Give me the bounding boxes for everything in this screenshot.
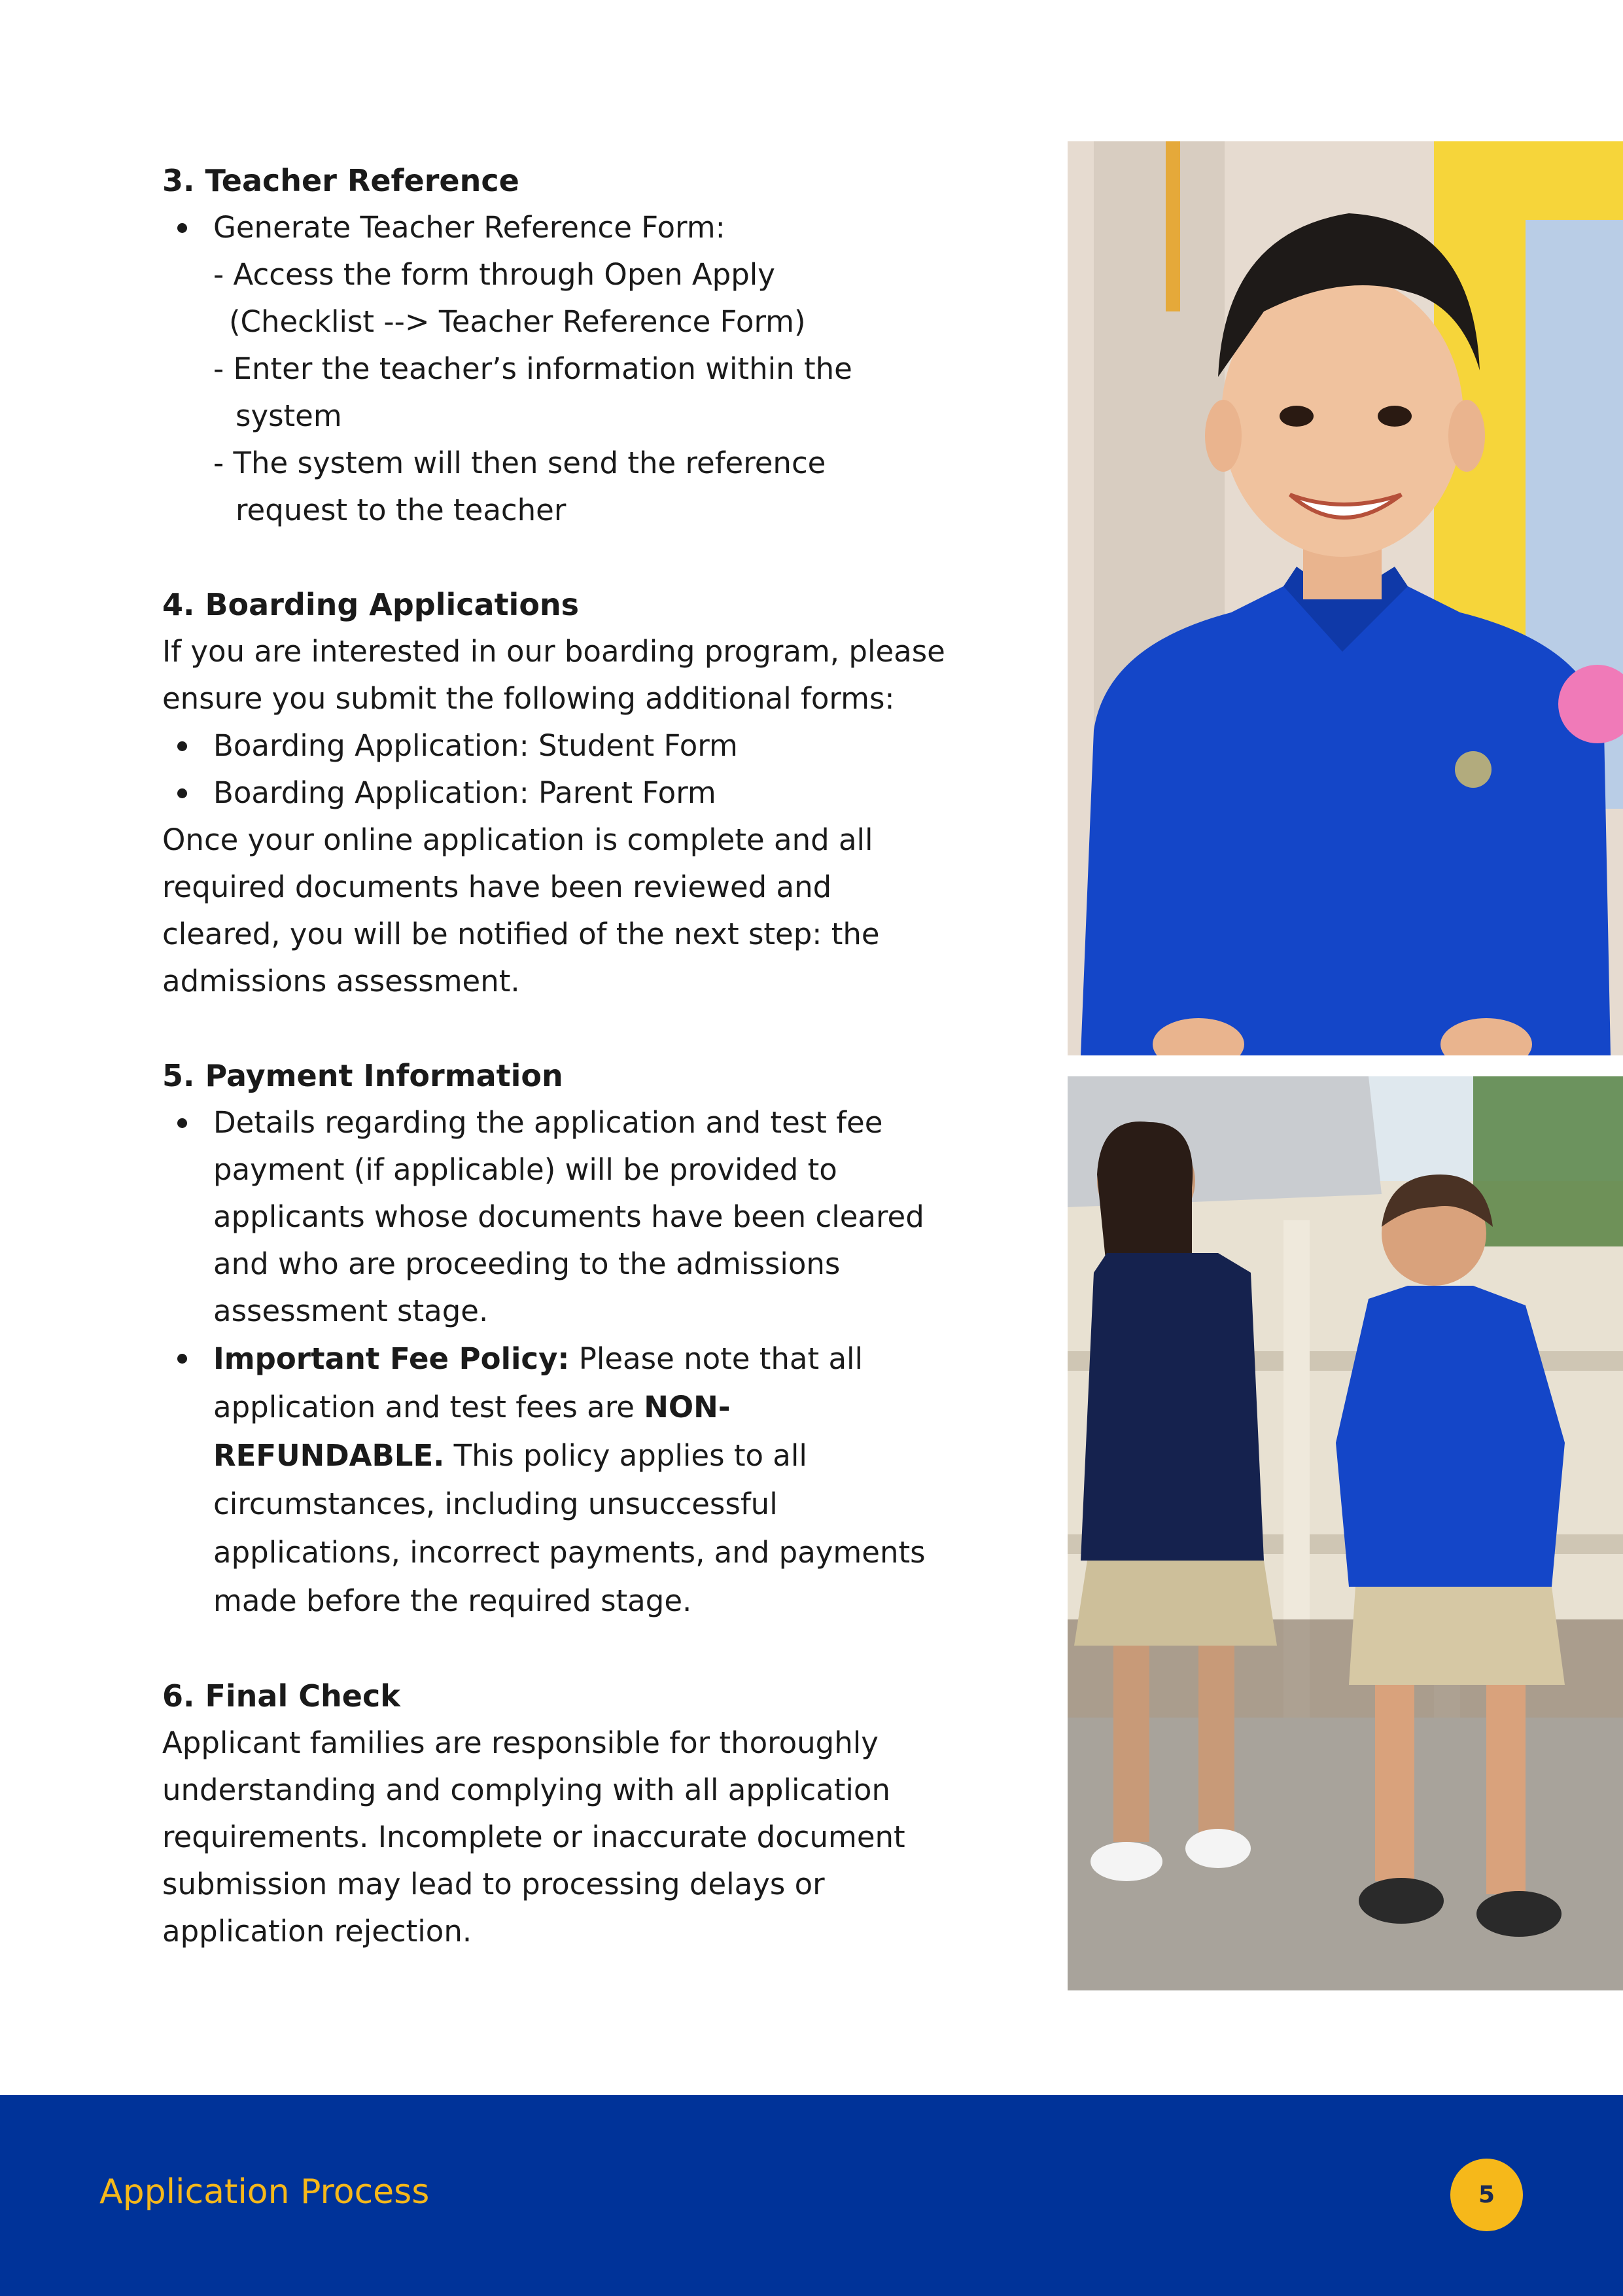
step-line-continued: request to the teacher xyxy=(236,493,567,527)
step-line: - Enter the teacher’s information within the xyxy=(213,351,852,386)
boarding-forms-list xyxy=(162,722,947,817)
step-line-continued: system xyxy=(236,398,342,433)
teacher-reference-steps xyxy=(162,251,947,534)
final-check-text: Applicant families are responsible for thoroughly understanding and complying with all application requirements. Incomplete or inaccurate document submission may lead to processing delays or application rejection. xyxy=(162,1725,905,1949)
step-line: - The system will then send the reference xyxy=(213,446,826,480)
photo-students-walking xyxy=(1068,1076,1623,1990)
non-refundable-label: NON-REFUNDABLE. xyxy=(213,1390,731,1473)
fee-policy-text-continued: This policy applies to all circumstances, including unsuccessful applications, incorrect payments, and payments made before the required stage. xyxy=(213,1438,926,1618)
section-heading-boarding: 4. Boarding Applications xyxy=(162,587,580,622)
step-line: - Access the form through Open Apply xyxy=(213,257,775,292)
section-heading-final-check: 6. Final Check xyxy=(162,1678,400,1714)
main-content xyxy=(162,157,947,1955)
list-item: Boarding Application: Parent Form xyxy=(162,769,947,817)
list-item-fee-policy xyxy=(162,1335,947,1625)
teacher-reference-list xyxy=(162,204,947,251)
fee-policy-text: Please note that all application and test fees are xyxy=(213,1341,864,1424)
photo-students-walking-illustration xyxy=(1068,1076,1623,1990)
list-item: Boarding Application: Student Form xyxy=(162,722,947,769)
boarding-outro: Once your online application is complete and all required documents have been reviewed and cleared, you will be notified of the next step: the admissions assessment. xyxy=(162,822,880,998)
payment-list xyxy=(162,1099,947,1625)
list-item: Generate Teacher Reference Form: xyxy=(162,204,947,251)
section-heading-payment: 5. Payment Information xyxy=(162,1058,563,1093)
section-heading-teacher-reference: 3. Teacher Reference xyxy=(162,163,519,198)
photo-student-boy-illustration xyxy=(1068,141,1623,1055)
list-item: Details regarding the application and test fee payment (if applicable) will be provided to applicants whose documents have been cleared and who are proceeding to the admissions assessment stage. xyxy=(162,1099,947,1335)
boarding-intro: If you are interested in our boarding program, please ensure you submit the following additional forms: xyxy=(162,634,945,716)
step-line-continued: (Checklist --> Teacher Reference Form) xyxy=(229,304,806,339)
fee-policy-label: Important Fee Policy: xyxy=(213,1341,570,1376)
footer-title: Application Process xyxy=(99,2172,430,2212)
photo-student-boy xyxy=(1068,141,1623,1055)
footer-bar xyxy=(0,2095,1623,2296)
page-number-badge: 5 xyxy=(1450,2159,1523,2231)
